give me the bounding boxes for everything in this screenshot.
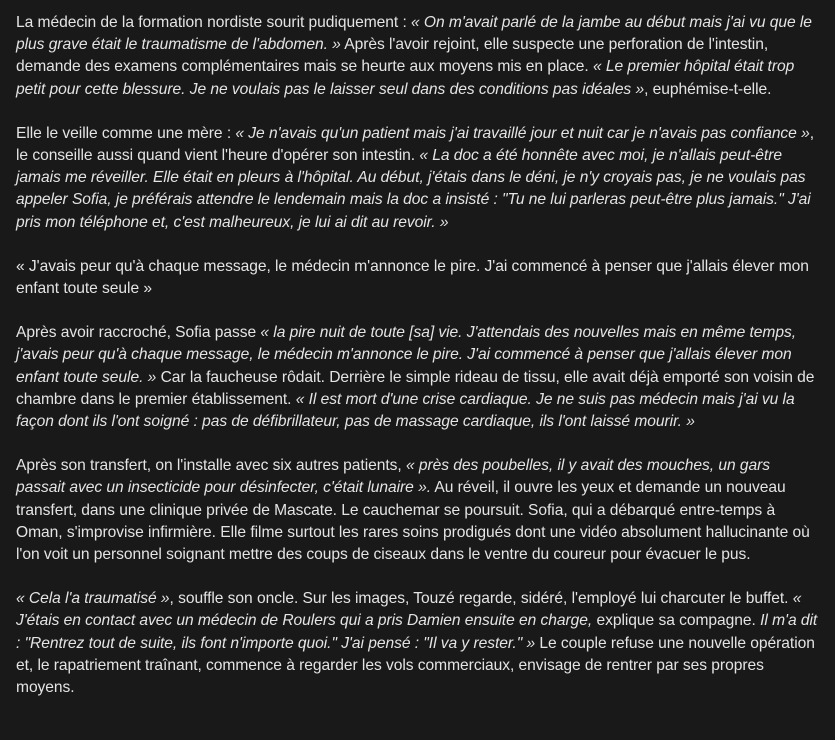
paragraph-3 bbox=[16, 256, 819, 300]
quote-run: « Il est mort d'une crise cardiaque. Je ne suis pas médecin mais j'ai vu la façon dont ils l'ont soigné : pas de défibrillateur, pas de massage cardiaque, ils l'ont laissé mourir. » bbox=[16, 390, 795, 431]
text-run: Elle le veille comme une mère : bbox=[16, 124, 236, 142]
text-run: La médecin de la formation nordiste sourit pudiquement : bbox=[16, 14, 412, 31]
text-run: , souffle son oncle. Sur les images, Touzé regarde, sidéré, l'employé lui charcuter le buffet. bbox=[169, 590, 793, 608]
text-run: Le couple refuse une nouvelle opération et, le rapatriement traînant, commence à regarder les vols commerciaux, envisage de rentrer par ses propres moyens. bbox=[16, 634, 815, 697]
quote-run: « On m'avait parlé de la jambe au début mais j'ai vu que le plus grave était le traumatisme de l'abdomen. » bbox=[16, 14, 812, 54]
text-run: « J'avais peur qu'à chaque message, le médecin m'annonce le pire. J'ai commencé à penser que j'allais élever mon enfant toute seule » bbox=[16, 257, 809, 298]
text-run: , le conseille aussi quand vient l'heure d'opérer son intestin. bbox=[16, 124, 815, 165]
paragraph-5 bbox=[16, 455, 819, 566]
paragraph-1 bbox=[16, 12, 819, 101]
quote-run: « La doc a été honnête avec moi, je n'allais peut-être jamais me réveiller. Elle était en pleurs à l'hôpital. Au début, j'étais dans le déni, je n'y croyais pas, je ne voulais pas appeler Sofia, je préférais attendre le lendemain mais la doc a insisté : "Tu ne lui parleras peut-être plus jamais." J'ai pris mon téléphone et, c'est malheureux, je lui ai dit au revoir. » bbox=[16, 147, 811, 231]
paragraph-4 bbox=[16, 322, 819, 433]
text-run: Après son transfert, on l'installe avec six autres patients, bbox=[16, 457, 406, 475]
text-run: Car la faucheuse rôdait. Derrière le simple rideau de tissu, elle avait déjà emporté son voisin de chambre dans le premier établissement. bbox=[16, 368, 815, 408]
paragraph-2 bbox=[16, 123, 819, 234]
text-run: , euphémise-t-elle. bbox=[644, 80, 772, 98]
quote-run: « Cela l'a traumatisé » bbox=[16, 590, 170, 608]
quote-run: « J'étais en contact avec un médecin de Roulers qui a pris Damien ensuite en charge, bbox=[16, 590, 802, 630]
text-run: explique sa compagne. bbox=[592, 612, 761, 630]
quote-run: « la pire nuit de toute [sa] vie. J'attendais des nouvelles mais en même temps, j'avais peur qu'à chaque message, le médecin m'annonce le pire. J'ai commencé à penser que j'allais élever mon enfant toute seule. » bbox=[16, 324, 796, 386]
text-run: Après l'avoir rejoint, elle suspecte une perforation de l'intestin, demande des examens complémentaires mais se heurte aux moyens mis en place. bbox=[16, 36, 769, 76]
quote-run: « Je n'avais qu'un patient mais j'ai travaillé jour et nuit car je n'avais pas confiance » bbox=[235, 124, 810, 142]
quote-run: « près des poubelles, il y avait des mouches, un gars passait avec un insecticide pour désinfecter, c'était lunaire ». bbox=[16, 457, 770, 497]
quote-run: Il m'a dit : "Rentrez tout de suite, ils font n'importe quoi." J'ai pensé : "Il va y rester." » bbox=[16, 612, 818, 652]
paragraph-6 bbox=[16, 588, 819, 699]
text-run: Après avoir raccroché, Sofia passe bbox=[16, 324, 261, 342]
text-run: Au réveil, il ouvre les yeux et demande un nouveau transfert, dans une clinique privée de Mascate. Le cauchemar se poursuit. Sofia, qui a débarqué entre-temps à Oman, s'improvise infirmière. Elle filme surtout les rares soins prodigués dont une vidéo absolument hallucinante où l'on voit un personnel soignant mettre des coups de ciseaux dans le ventre du coureur pour évacuer le pus. bbox=[16, 479, 810, 564]
quote-run: « Le premier hôpital était trop petit pour cette blessure. Je ne voulais pas le laisser seul dans des conditions pas idéales » bbox=[16, 58, 795, 98]
